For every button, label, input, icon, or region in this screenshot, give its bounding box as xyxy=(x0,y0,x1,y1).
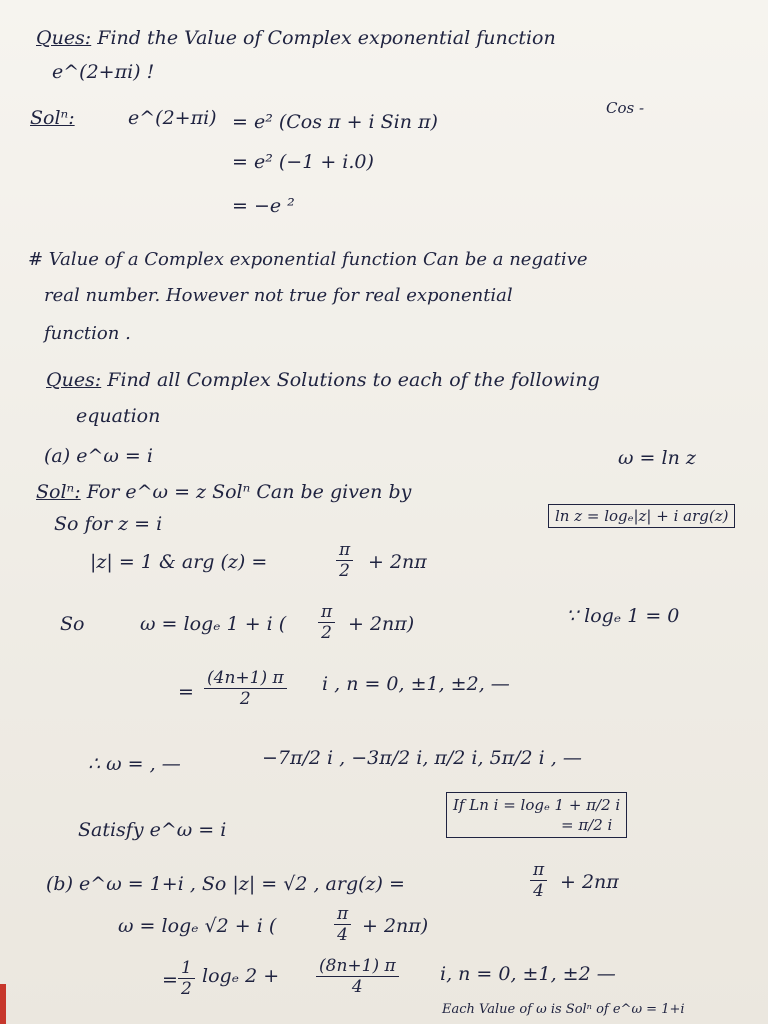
frac-den: 2 xyxy=(181,979,192,999)
partb-line1-text: e^ω = 1+i , So |z| = √2 , arg(z) = xyxy=(79,873,405,895)
parta-eq: e^ω = i xyxy=(76,445,153,467)
partb-half-frac xyxy=(178,958,195,999)
frac-den: 4 xyxy=(533,881,544,901)
parta-sol-line xyxy=(36,480,411,504)
partb-line3-mid: logₑ 2 + xyxy=(202,965,280,987)
partb-line1 xyxy=(46,872,405,896)
frac-den: 2 xyxy=(339,561,350,581)
parta-w-frac xyxy=(318,602,335,643)
parta-so-for: So for z = i xyxy=(54,513,163,535)
parta-line xyxy=(44,444,153,468)
frac-num: 1 xyxy=(178,958,195,979)
parta-sol-text: For e^ω = z Solⁿ Can be given by xyxy=(86,481,412,503)
frac-num: (4n+1) π xyxy=(204,668,287,689)
s1-line xyxy=(30,106,75,130)
parta-label: (a) xyxy=(44,445,71,467)
partb-line3-tail: i, n = 0, ±1, ±2 — xyxy=(440,963,616,985)
parta-w-eq: ω = logₑ 1 + i ( xyxy=(140,613,287,635)
frac-num: π xyxy=(334,904,351,925)
parta-eq2-frac xyxy=(204,668,287,709)
frac-num: (8n+1) π xyxy=(316,956,399,977)
s1-step1: = e² (Cos π + i Sin π) xyxy=(232,111,438,133)
s1-step2: = e² (−1 + i.0) xyxy=(232,151,374,173)
parta-so: So xyxy=(60,613,85,635)
frac-den: 2 xyxy=(321,623,332,643)
q1-expr: e^(2+πi) ! xyxy=(52,61,155,83)
frac-num: π xyxy=(318,602,335,623)
q2-line xyxy=(46,368,600,392)
parta-satisfy: Satisfy e^ω = i xyxy=(78,819,227,841)
parta-sol-result: ω = ln z xyxy=(618,447,696,469)
parta-eq2-tail: i , n = 0, ±1, ±2, — xyxy=(322,673,510,695)
s1-margin-note: Cos - xyxy=(606,99,645,117)
notebook-red-edge xyxy=(0,984,6,1024)
frac-den: 4 xyxy=(337,925,348,945)
parta-if-box xyxy=(446,792,627,838)
note-line3: function . xyxy=(44,323,131,344)
q2-text2: equation xyxy=(76,405,161,427)
frac-den: 4 xyxy=(351,977,363,997)
partb-line3-frac xyxy=(316,956,399,997)
parta-modarg-frac xyxy=(336,540,353,581)
partb-line2: ω = logₑ √2 + i ( xyxy=(118,915,277,937)
s1-step3: = −e ² xyxy=(232,195,295,217)
if-box-line2: = π/2 i xyxy=(561,816,613,834)
partb-line2-frac xyxy=(334,904,351,945)
q1-label: Ques: xyxy=(36,27,92,49)
parta-modarg-tail: + 2nπ xyxy=(368,551,427,573)
note-line2: real number. However not true for real exponential xyxy=(44,285,513,306)
q2-text: Find all Complex Solutions to each of the following xyxy=(107,369,600,391)
q1-text: Find the Value of Complex exponential function xyxy=(97,27,556,49)
parta-values: −7π/2 i , −3π/2 i, π/2 i, 5π/2 i , — xyxy=(262,747,582,769)
partb-line3-prefix: = xyxy=(162,969,178,991)
frac-num: π xyxy=(530,860,547,881)
q2-label: Ques: xyxy=(46,369,102,391)
parta-eq2-prefix: = xyxy=(178,681,194,703)
note-line1: # Value of a Complex exponential function Can be a negative xyxy=(28,249,588,270)
s1-lhs: e^(2+πi) xyxy=(128,107,217,129)
parta-modarg: |z| = 1 & arg (z) = xyxy=(90,551,268,573)
partb-label: (b) xyxy=(46,873,73,895)
q1-line xyxy=(36,26,556,50)
if-box-line1: If Ln i = logₑ 1 + π/2 i xyxy=(453,796,621,814)
partb-line1-tail: + 2nπ xyxy=(560,871,619,893)
s1-label: Solⁿ: xyxy=(30,107,75,129)
parta-w-eq-tail: + 2nπ) xyxy=(348,613,415,635)
partb-footer: Each Value of ω is Solⁿ of e^ω = 1+i xyxy=(442,1002,685,1017)
parta-therefore: ∴ ω = , — xyxy=(88,753,181,775)
partb-line2-tail: + 2nπ) xyxy=(362,915,429,937)
parta-formula-box: ln z = logₑ|z| + i arg(z) xyxy=(548,504,735,528)
parta-sol-label: Solⁿ: xyxy=(36,481,81,503)
frac-den: 2 xyxy=(239,689,251,709)
frac-num: π xyxy=(336,540,353,561)
partb-arg-frac xyxy=(530,860,547,901)
parta-log-note: ∵ logₑ 1 = 0 xyxy=(566,605,680,627)
